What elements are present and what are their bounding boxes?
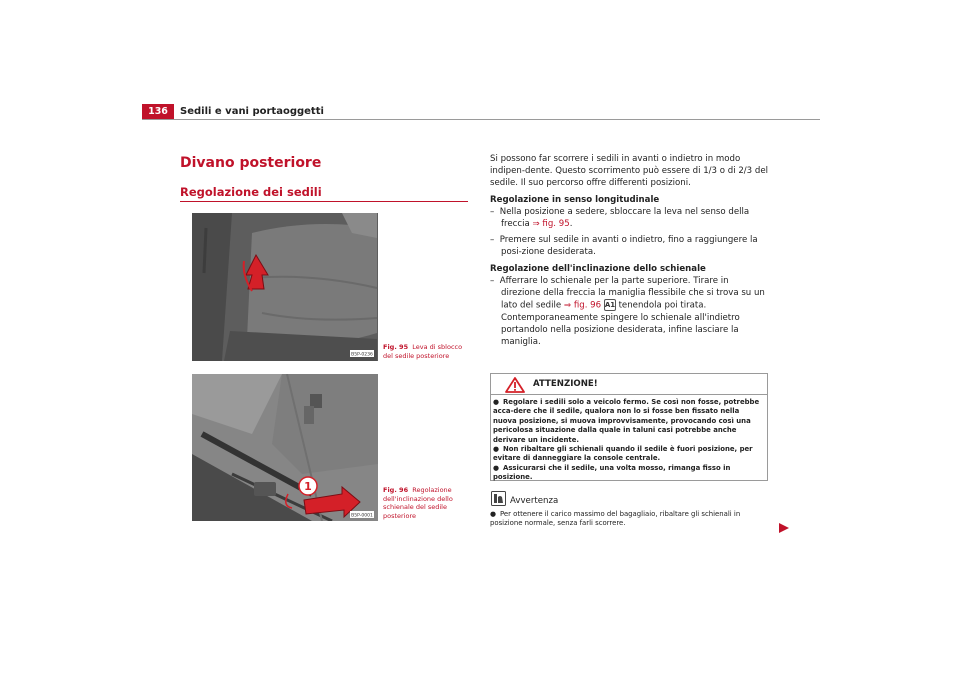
step-text: Nella posizione a sedere, sbloccare la leva nel senso della freccia bbox=[499, 206, 750, 230]
figure-95-image bbox=[192, 213, 378, 361]
figure-caption-text: Leva di sblocco del sedile posteriore bbox=[383, 343, 463, 360]
next-page-arrow-icon[interactable] bbox=[778, 522, 790, 534]
step-item: – Premere sul sedile in avanti o indietro, fino a raggiungere la posi-zione desiderata. bbox=[490, 235, 758, 258]
list-item: ● Non ribaltare gli schienali quando il sedile è fuori posizione, per evitare di danneggiare la console centrale. bbox=[493, 445, 753, 463]
intro-paragraph: Si possono far scorrere i sedili in avanti o indietro in modo indipen-dente. Questo scorrimento può essere di 1/3 o di 2/3 del sedile. Il suo percorso offre differenti posizioni. bbox=[490, 154, 769, 189]
figure-code: B5P-0001 bbox=[351, 513, 373, 519]
callout-1-icon bbox=[299, 477, 317, 495]
figure-96-image bbox=[192, 374, 378, 521]
step-text: tenendola poi tirata. Contemporaneamente spingere lo schienale all'indietro portandolo nella posizione desiderata, infine lasciare la maniglia. bbox=[501, 300, 740, 348]
warning-title: ATTENZIONE! bbox=[533, 379, 598, 389]
running-header: Sedili e vani portaoggetti bbox=[180, 106, 324, 117]
section-title: Divano posteriore bbox=[180, 155, 322, 171]
warning-box bbox=[490, 373, 768, 481]
header-rule bbox=[142, 119, 820, 120]
subsection-rule bbox=[180, 201, 468, 202]
figure-label: Fig. 96 bbox=[383, 486, 409, 494]
list-item: ● Assicurarsi che il sedile, una volta mosso, rimanga fisso in posizione. bbox=[493, 463, 731, 482]
note-title: Avvertenza bbox=[510, 496, 559, 506]
callout-badge: A1 bbox=[604, 301, 616, 310]
backrest-heading: Regolazione dell'inclinazione dello schienale bbox=[490, 263, 706, 274]
list-item: ● Regolare i sedili solo a veicolo fermo. Se così non fosse, potrebbe acca-dere che il sedile, qualora non lo si fosse ben fissato nella nuova posizione, si muova improvvisamente, provocando così una pericolosa situazione dalla quale in taluni casi potrebbe anche derivare un incidente. bbox=[493, 398, 760, 444]
figure-reference-link[interactable]: ⇒ fig. 96 bbox=[563, 300, 602, 311]
subsection-title: Regolazione dei sedili bbox=[180, 185, 322, 199]
note-body bbox=[490, 510, 766, 529]
step-text: Premere sul sedile in avanti o indietro, fino a raggiungere la posi-zione desiderata. bbox=[499, 235, 758, 258]
step-item: – Afferrare lo schienale per la parte superiore. Tirare in direzione della freccia la maniglia flessibile che si trova su un lato del sedile ⇒ fig. 96 A1 tenendola poi tirata. Contemporaneamente spingere lo schienale all'indietro portandolo nella posizione desiderata, infine lasciare la maniglia. bbox=[490, 275, 765, 348]
info-note-icon bbox=[491, 491, 506, 506]
figure-95-caption bbox=[383, 343, 463, 360]
list-item: ● Per ottenere il carico massimo del bagagliaio, ribaltare gli schienali in posizione normale, senza farli scorrere. bbox=[490, 510, 741, 528]
figure-reference-link[interactable]: ⇒ fig. 95 bbox=[532, 219, 570, 230]
figure-caption-text: Regolazione dell'inclinazione dello schienale del sedile posteriore bbox=[383, 486, 453, 520]
warning-header bbox=[491, 374, 767, 395]
warning-triangle-icon bbox=[505, 377, 525, 393]
step-item: – Nella posizione a sedere, sbloccare la leva nel senso della freccia ⇒ fig. 95. bbox=[490, 206, 750, 230]
warning-list bbox=[493, 398, 765, 483]
page-number: 136 bbox=[142, 104, 174, 119]
svg-text:1: 1 bbox=[304, 480, 312, 493]
figure-code: B5P-0236 bbox=[351, 352, 373, 358]
body-text-column bbox=[490, 153, 770, 349]
figure-label: Fig. 95 bbox=[383, 343, 409, 351]
longitudinal-heading: Regolazione in senso longitudinale bbox=[490, 194, 660, 205]
step-text: Afferrare lo schienale per la parte superiore. Tirare in direzione della freccia la maniglia flessibile che si trova su un lato del sedile bbox=[499, 275, 765, 311]
figure-96-caption bbox=[383, 486, 463, 520]
